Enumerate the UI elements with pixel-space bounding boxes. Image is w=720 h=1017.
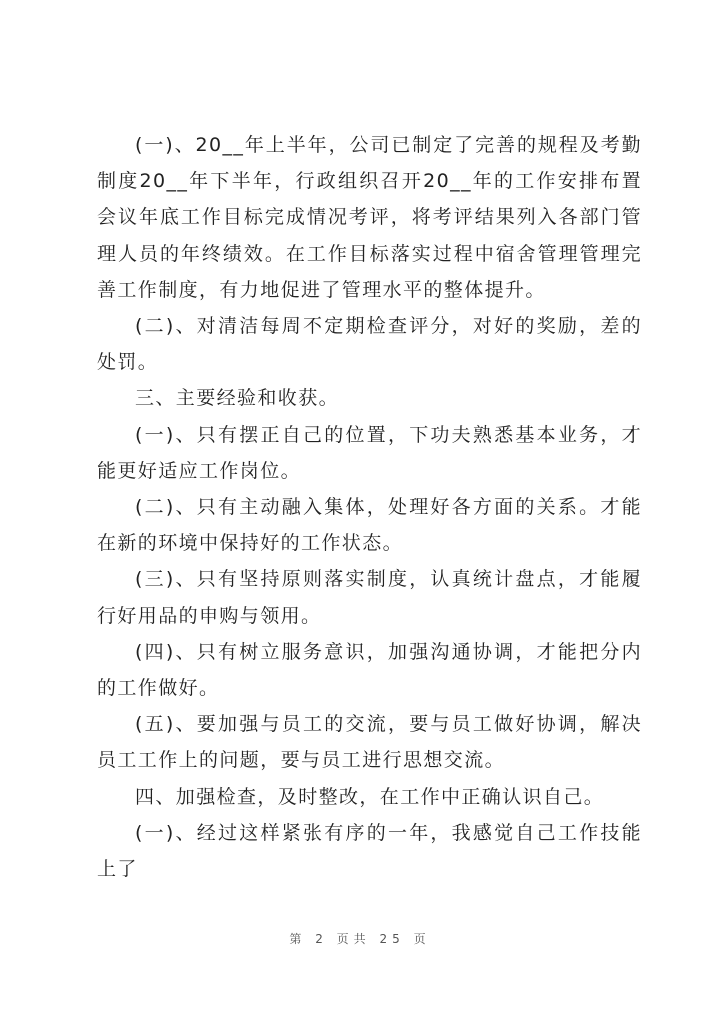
paragraph-experience-2: (二)、只有主动融入集体，处理好各方面的关系。才能在新的环境中保持好的工作状态。 bbox=[97, 496, 642, 555]
section-heading-experience: 三、主要经验和收获。 bbox=[135, 387, 340, 410]
paragraph-rules-and-attendance: (一)、20__年上半年，公司已制定了完善的规程及考勤制度20__年下半年，行政组织召开20__年的工作安排布置会议年底工作目标完成情况考评，将考评结果列入各部门管理人员的年终绩效。在工作目标落实过程中宿舍管理管理完善工作制度，有力地促进了管理水平的整体提升。 bbox=[97, 134, 642, 301]
paragraph-experience-1: (一)、只有摆正自己的位置，下功夫熟悉基本业务，才能更好适应工作岗位。 bbox=[97, 423, 642, 482]
section-heading-inspection: 四、加强检查，及时整改，在工作中正确认识自己。 bbox=[135, 785, 605, 808]
paragraph-experience-3: (三)、只有坚持原则落实制度，认真统计盘点，才能履行好用品的申购与领用。 bbox=[97, 568, 642, 627]
paragraph-experience-4: (四)、只有树立服务意识，加强沟通协调，才能把分内的工作做好。 bbox=[97, 640, 642, 700]
paragraph-inspection-1: (一)、经过这样紧张有序的一年，我感觉自己工作技能上了 bbox=[97, 821, 642, 881]
paragraph-experience-5: (五)、要加强与员工的交流，要与员工做好协调，解决员工工作上的问题，要与员工进行思想交流。 bbox=[97, 713, 642, 772]
paragraph-cleaning-inspection: (二)、对清洁每周不定期检查评分，对好的奖励，差的处罚。 bbox=[97, 315, 642, 374]
document-body bbox=[97, 127, 642, 887]
page-number-footer: 第 2 页共 25 页 bbox=[289, 932, 431, 946]
